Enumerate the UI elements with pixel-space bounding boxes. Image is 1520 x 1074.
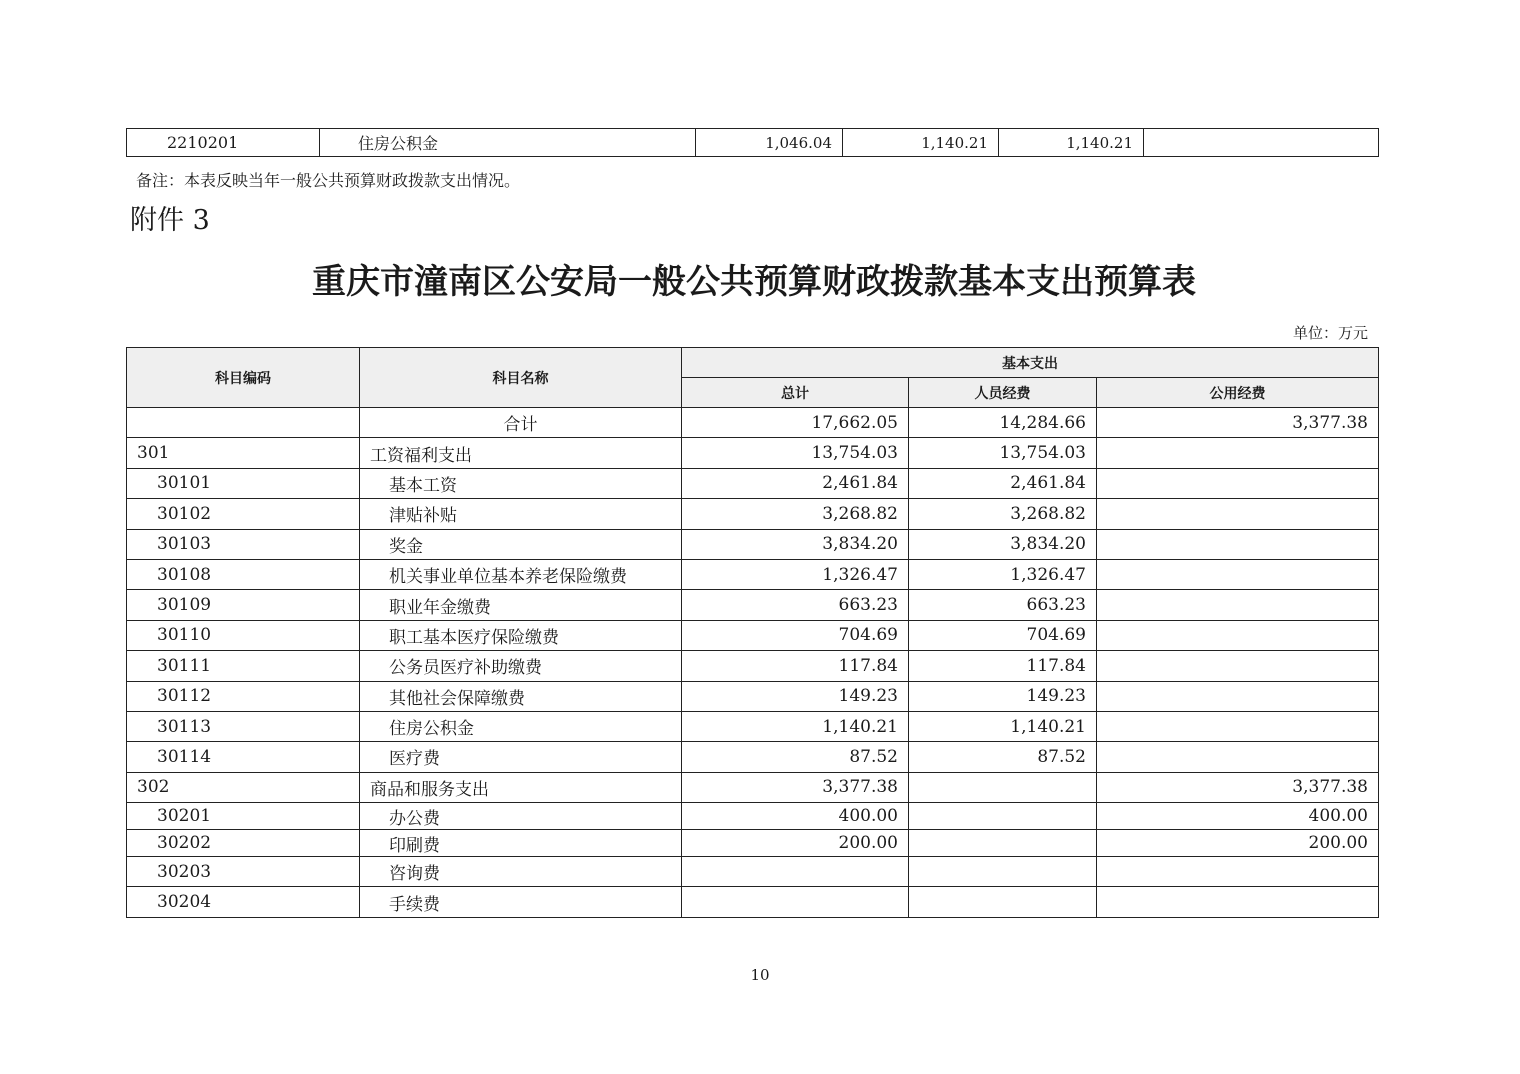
prev-value-2: 1,140.21	[843, 129, 999, 157]
table-row	[127, 711, 1379, 741]
personnel-cell: 3,834.20	[909, 529, 1097, 559]
name-cell: 职业年金缴费	[360, 590, 682, 620]
personnel-cell: 117.84	[909, 651, 1097, 681]
code-cell: 30103	[127, 529, 360, 559]
name-cell: 津贴补贴	[360, 499, 682, 529]
code-cell: 30114	[127, 742, 360, 772]
personnel-cell: 704.69	[909, 620, 1097, 650]
public-cell	[1097, 559, 1379, 589]
table-row	[127, 681, 1379, 711]
total-cell: 3,268.82	[682, 499, 909, 529]
table-row	[127, 887, 1379, 917]
header-basic-expenditure: 基本支出	[682, 348, 1379, 378]
name-cell: 住房公积金	[360, 711, 682, 741]
total-cell	[682, 887, 909, 917]
public-cell	[1097, 499, 1379, 529]
table-row	[127, 590, 1379, 620]
code-cell: 30203	[127, 857, 360, 887]
name-cell: 合计	[360, 408, 682, 438]
table-row	[127, 651, 1379, 681]
personnel-cell: 1,140.21	[909, 711, 1097, 741]
personnel-cell: 1,326.47	[909, 559, 1097, 589]
unit-label: 单位：万元	[1292, 324, 1368, 342]
public-cell	[1097, 857, 1379, 887]
code-cell: 30202	[127, 830, 360, 857]
name-cell: 基本工资	[360, 468, 682, 498]
total-cell: 13,754.03	[682, 438, 909, 468]
header-code: 科目编码	[127, 348, 360, 408]
header-public: 公用经费	[1097, 378, 1379, 408]
personnel-cell: 87.52	[909, 742, 1097, 772]
personnel-cell: 663.23	[909, 590, 1097, 620]
total-cell	[682, 857, 909, 887]
budget-table	[126, 347, 1379, 918]
total-cell: 3,377.38	[682, 772, 909, 802]
public-cell	[1097, 468, 1379, 498]
name-cell: 机关事业单位基本养老保险缴费	[360, 559, 682, 589]
name-cell: 医疗费	[360, 742, 682, 772]
name-cell: 商品和服务支出	[360, 772, 682, 802]
table-row	[127, 620, 1379, 650]
total-cell: 2,461.84	[682, 468, 909, 498]
code-cell: 30201	[127, 803, 360, 830]
remark-note: 备注：本表反映当年一般公共预算财政拨款支出情况。	[136, 171, 521, 190]
prev-code-cell: 2210201	[127, 129, 320, 157]
code-cell	[127, 408, 360, 438]
prev-value-4	[1144, 129, 1379, 157]
header-total: 总计	[682, 378, 909, 408]
name-cell: 其他社会保障缴费	[360, 681, 682, 711]
total-cell: 87.52	[682, 742, 909, 772]
prev-value-3: 1,140.21	[999, 129, 1144, 157]
name-cell: 工资福利支出	[360, 438, 682, 468]
name-cell: 奖金	[360, 529, 682, 559]
name-cell: 职工基本医疗保险缴费	[360, 620, 682, 650]
public-cell: 3,377.38	[1097, 772, 1379, 802]
total-cell: 17,662.05	[682, 408, 909, 438]
table-row	[127, 438, 1379, 468]
public-cell: 400.00	[1097, 803, 1379, 830]
total-cell: 200.00	[682, 830, 909, 857]
personnel-cell: 13,754.03	[909, 438, 1097, 468]
code-cell: 30204	[127, 887, 360, 917]
public-cell: 3,377.38	[1097, 408, 1379, 438]
table-row	[127, 772, 1379, 802]
total-cell: 704.69	[682, 620, 909, 650]
personnel-cell: 3,268.82	[909, 499, 1097, 529]
code-cell: 302	[127, 772, 360, 802]
table-row	[127, 529, 1379, 559]
total-cell: 149.23	[682, 681, 909, 711]
code-cell: 30111	[127, 651, 360, 681]
previous-table-fragment	[126, 128, 1379, 157]
public-cell	[1097, 438, 1379, 468]
attachment-label: 附件 3	[130, 205, 210, 236]
name-cell: 印刷费	[360, 830, 682, 857]
code-cell: 30109	[127, 590, 360, 620]
code-cell: 30110	[127, 620, 360, 650]
public-cell	[1097, 742, 1379, 772]
personnel-cell: 14,284.66	[909, 408, 1097, 438]
total-cell: 117.84	[682, 651, 909, 681]
table-row	[127, 803, 1379, 830]
table-row	[127, 499, 1379, 529]
table-row	[127, 830, 1379, 857]
public-cell	[1097, 887, 1379, 917]
personnel-cell: 2,461.84	[909, 468, 1097, 498]
personnel-cell	[909, 887, 1097, 917]
personnel-cell	[909, 772, 1097, 802]
code-cell: 30102	[127, 499, 360, 529]
page-title: 重庆市潼南区公安局一般公共预算财政拨款基本支出预算表	[312, 262, 1196, 302]
code-cell: 30101	[127, 468, 360, 498]
page-number: 10	[750, 966, 770, 984]
header-personnel: 人员经费	[909, 378, 1097, 408]
table-row	[127, 857, 1379, 887]
table-row	[127, 408, 1379, 438]
name-cell: 咨询费	[360, 857, 682, 887]
table-row	[127, 742, 1379, 772]
name-cell: 公务员医疗补助缴费	[360, 651, 682, 681]
total-cell: 1,326.47	[682, 559, 909, 589]
total-cell: 663.23	[682, 590, 909, 620]
public-cell: 200.00	[1097, 830, 1379, 857]
personnel-cell	[909, 830, 1097, 857]
code-cell: 30112	[127, 681, 360, 711]
personnel-cell	[909, 857, 1097, 887]
public-cell	[1097, 711, 1379, 741]
name-cell: 办公费	[360, 803, 682, 830]
public-cell	[1097, 681, 1379, 711]
prev-value-1: 1,046.04	[696, 129, 843, 157]
personnel-cell	[909, 803, 1097, 830]
table-row	[127, 129, 1379, 157]
prev-name-cell: 住房公积金	[320, 129, 696, 157]
header-row	[127, 348, 1379, 378]
header-name: 科目名称	[360, 348, 682, 408]
code-cell: 301	[127, 438, 360, 468]
total-cell: 3,834.20	[682, 529, 909, 559]
personnel-cell: 149.23	[909, 681, 1097, 711]
code-cell: 30108	[127, 559, 360, 589]
code-cell: 30113	[127, 711, 360, 741]
public-cell	[1097, 590, 1379, 620]
name-cell: 手续费	[360, 887, 682, 917]
total-cell: 1,140.21	[682, 711, 909, 741]
public-cell	[1097, 651, 1379, 681]
total-cell: 400.00	[682, 803, 909, 830]
public-cell	[1097, 620, 1379, 650]
table-row	[127, 468, 1379, 498]
table-row	[127, 559, 1379, 589]
public-cell	[1097, 529, 1379, 559]
